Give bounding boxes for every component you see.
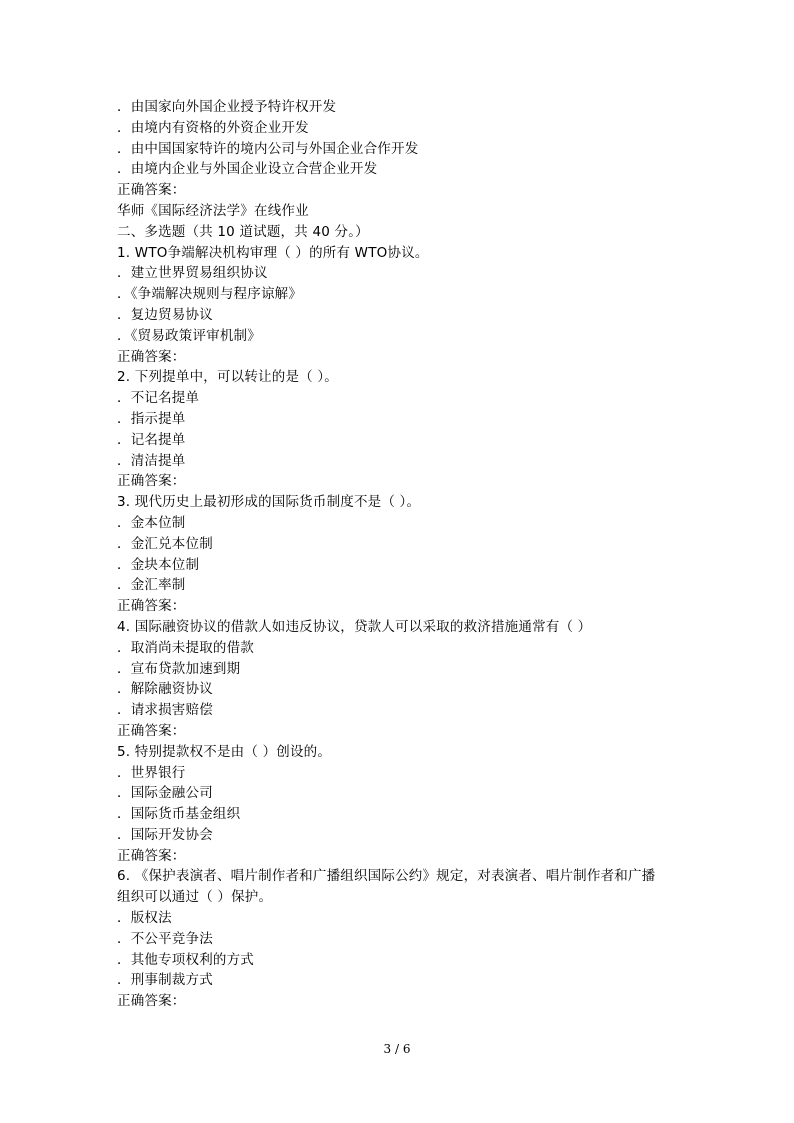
document-body <box>117 97 697 1012</box>
option-line: ．版权法 <box>117 910 172 927</box>
question-6: 6. 《保护表演者、唱片制作者和广播组织国际公约》规定，对表演者、唱片制作者和广播 <box>117 868 656 885</box>
option-line: ．解除融资协议 <box>117 681 213 698</box>
answer-label: 正确答案： <box>117 847 186 864</box>
option-line: ．金本位制 <box>117 514 186 531</box>
option-line: ．宣布贷款加速到期 <box>117 660 241 677</box>
question-4: 4. 国际融资协议的借款人如违反协议，贷款人可以采取的救济措施通常有（ ） <box>117 618 592 635</box>
option-line: ．取消尚未提取的借款 <box>117 639 254 656</box>
question-2: 2. 下列提单中，可以转让的是（ ）。 <box>117 369 339 386</box>
option-line: ．复边贸易协议 <box>117 306 213 323</box>
option-line: ．请求损害赔偿 <box>117 702 213 719</box>
option-line: ．其他专项权利的方式 <box>117 951 254 968</box>
question-3: 3. 现代历史上最初形成的国际货币制度不是（ ）。 <box>117 494 421 511</box>
option-line: ．清洁提单 <box>117 452 186 469</box>
option-line: ．金块本位制 <box>117 556 200 573</box>
question-6-continued: 组织可以通过（ ）保护。 <box>117 889 273 906</box>
option-line: ．不公平竞争法 <box>117 930 213 947</box>
option-line: ．由境内有资格的外资企业开发 <box>117 119 309 136</box>
option-line: ．由境内企业与外国企业设立合营企业开发 <box>117 161 378 178</box>
option-line: ．《争端解决规则与程序谅解》 <box>117 286 303 303</box>
answer-label: 正确答案： <box>117 348 186 365</box>
question-5: 5. 特别提款权不是由（ ）创设的。 <box>117 743 332 760</box>
course-title: 华师《国际经济法学》在线作业 <box>117 202 309 219</box>
option-line: ．国际开发协会 <box>117 826 213 843</box>
option-line: ．金汇率制 <box>117 577 186 594</box>
option-line: ．记名提单 <box>117 431 186 448</box>
option-line: ．不记名提单 <box>117 390 200 407</box>
option-line: ．世界银行 <box>117 764 186 781</box>
option-line: ．指示提单 <box>117 410 186 427</box>
question-1: 1. WTO争端解决机构审理（ ）的所有 WTO协议。 <box>117 244 429 261</box>
option-line: ．建立世界贸易组织协议 <box>117 265 268 282</box>
answer-label: 正确答案： <box>117 993 186 1010</box>
answer-label: 正确答案： <box>117 722 186 739</box>
section-heading: 二、多选题（共 10 道试题，共 40 分。） <box>117 223 369 240</box>
page-number: 3 / 6 <box>383 1042 411 1056</box>
option-line: ．由中国国家特许的境内公司与外国企业合作开发 <box>117 140 419 157</box>
answer-label: 正确答案： <box>117 598 186 615</box>
option-line: ．金汇兑本位制 <box>117 535 213 552</box>
option-line: ．《贸易政策评审机制》 <box>117 327 261 344</box>
option-line: ．国际货币基金组织 <box>117 806 241 823</box>
answer-label: 正确答案： <box>117 182 186 199</box>
option-line: ．由国家向外国企业授予特许权开发 <box>117 99 337 115</box>
option-line: ．国际金融公司 <box>117 785 213 802</box>
option-line: ．刑事制裁方式 <box>117 972 213 989</box>
answer-label: 正确答案： <box>117 473 186 490</box>
